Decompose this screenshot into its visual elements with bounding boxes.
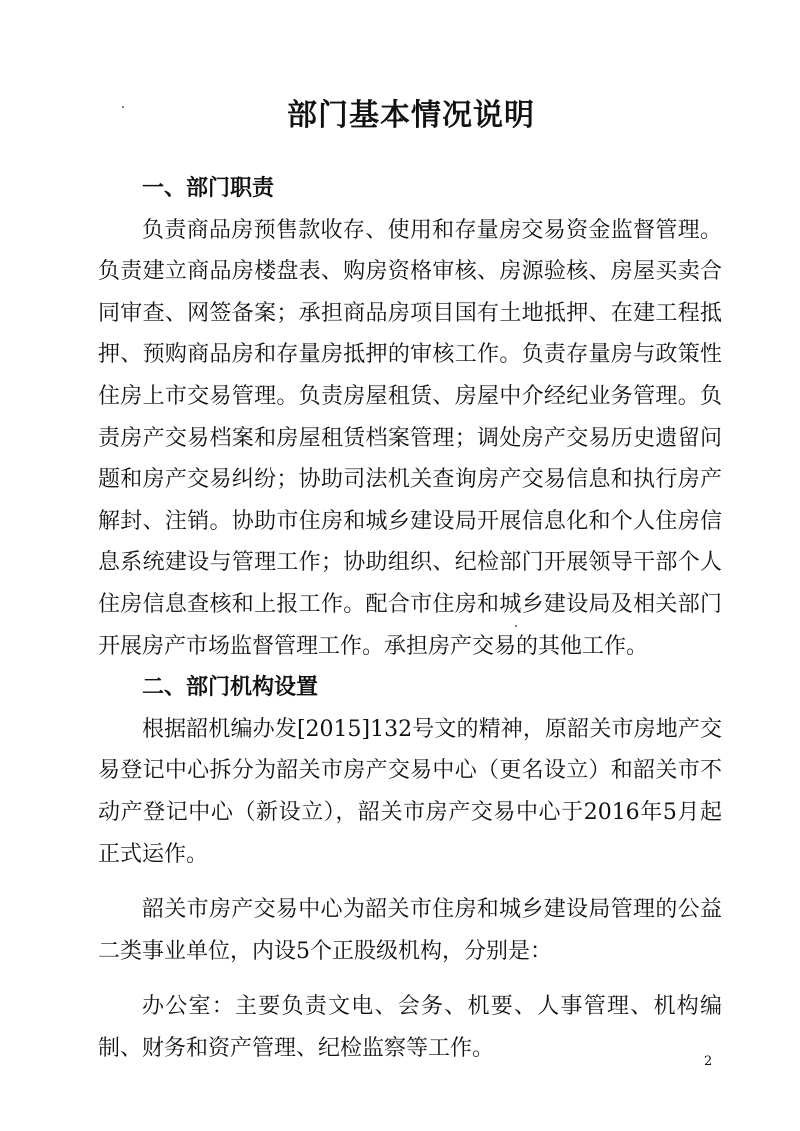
- page-title: 部门基本情况说明: [287, 98, 535, 133]
- document-body: [98, 168, 722, 1069]
- paragraph-duties: 负责商品房预售款收存、使用和存量房交易资金监督管理。负责建立商品房楼盘表、购房资格审核、房源验核、房屋买卖合同审查、网签备案；承担商品房项目国有土地抵押、在建工程抵押、预购商品房和存量房抵押的审核工作。负责存量房与政策性住房上市交易管理。负责房屋租赁、房屋中介经纪业务管理。负责房产交易档案和房屋租赁档案管理；调处房产交易历史遗留问题和房产交易纠纷；协助司法机关查询房产交易信息和执行房产解封、注销。协助市住房和城乡建设局开展信息化和个人住房信息系统建设与管理工作；协助组织、纪检部门开展领导干部个人住房信息查核和上报工作。配合市住房和城乡建设局及相关部门开展房产市场监督管理工作。承担房产交易的其他工作。: [98, 217, 722, 659]
- page-number: 2: [704, 1054, 713, 1069]
- paragraph-organization-history: 根据韶机编办发[2015]132号文的精神，原韶关市房地产交易登记中心拆分为韶关市房产交易中心（更名设立）和韶关市不动产登记中心（新设立），韶关市房产交易中心于2016年5月起正式运作。: [98, 716, 722, 867]
- section-heading-duties: 一、部门职责: [142, 176, 275, 201]
- paragraph-office-duties: 办公室：主要负责文电、会务、机要、人事管理、机构编制、财务和资产管理、纪检监察等工作。: [98, 994, 722, 1061]
- section-heading-organization: 二、部门机构设置: [142, 675, 319, 701]
- paragraph-organization-structure: 韶关市房产交易中心为韶关市住房和城乡建设局管理的公益二类事业单位，内设5个正股级机构，分别是：: [98, 897, 722, 964]
